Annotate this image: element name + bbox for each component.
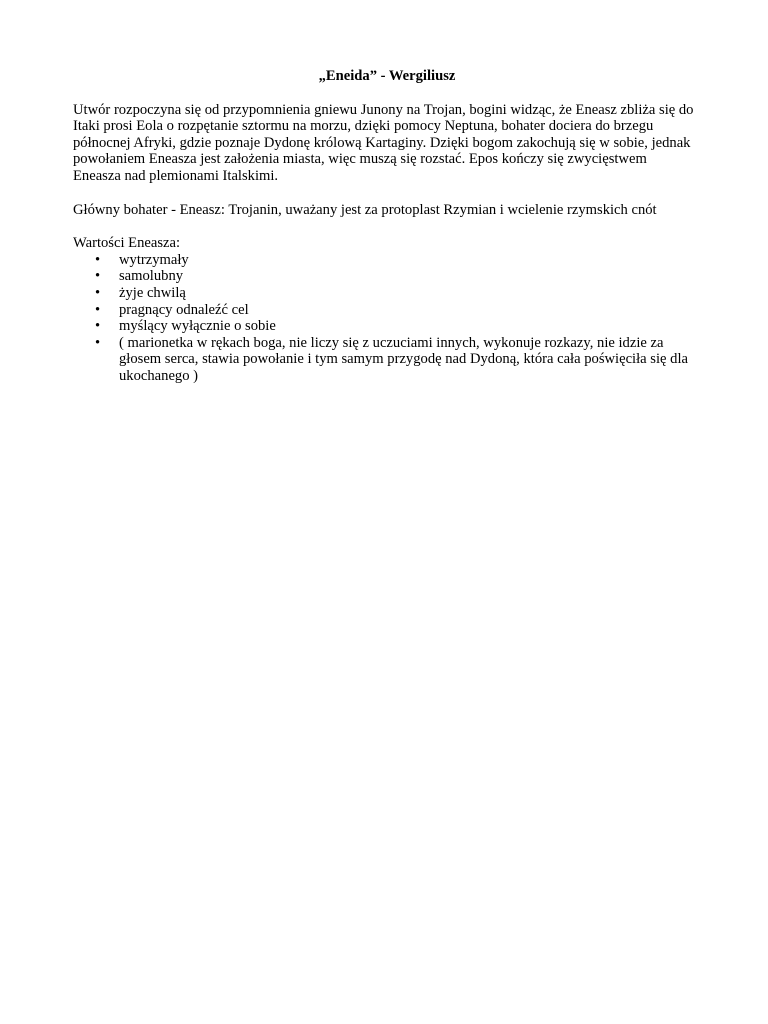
list-item <box>73 268 695 285</box>
list-item-text: wytrzymały <box>119 251 189 268</box>
bullet-icon: • <box>95 301 101 318</box>
bullet-icon: • <box>95 334 101 351</box>
bullet-icon: • <box>95 284 101 301</box>
bullet-icon: • <box>95 318 101 335</box>
document-body <box>73 68 695 385</box>
values-heading: Wartości Eneasza: <box>73 235 181 252</box>
list-item-text: żyje chwilą <box>119 284 186 301</box>
list-item-text: samolubny <box>119 268 184 285</box>
list-item <box>73 318 695 335</box>
list-item <box>73 285 695 302</box>
list-item-text: pragnący odnaleźć cel <box>119 301 249 318</box>
values-list <box>73 252 695 385</box>
bullet-icon: • <box>95 268 101 285</box>
bullet-icon: • <box>95 251 101 268</box>
list-item <box>73 302 695 319</box>
list-item <box>73 252 695 269</box>
main-hero-paragraph: Główny bohater - Eneasz: Trojanin, uważany jest za protoplast Rzymian i wcielenie rzymskich cnót <box>73 201 657 218</box>
list-item-text: ( marionetka w rękach boga, nie liczy się z uczuciami innych, wykonuje rozkazy, nie idzie za głosem serca, stawia powołanie i tym samym przygodę nad Dydoną, która cała poświęciła się dla ukochanego ) <box>119 334 688 384</box>
list-item <box>73 335 695 385</box>
list-item-text: myślący wyłącznie o sobie <box>119 318 276 335</box>
summary-paragraph: Utwór rozpoczyna się od przypomnienia gniewu Junony na Trojan, bogini widząc, że Eneasz zbliża się do Itaki prosi Eola o rozpętanie sztormu na morzu, dzięki pomocy Neptuna, bohater dociera do brzegu północnej Afryki, gdzie poznaje Dydonę królową Kartaginy. Dzięki bogom zakochują się w sobie, jednak powołaniem Eneasza jest założenia miasta, więc muszą się rozstać. Epos kończy się zwycięstwem Eneasza nad plemionami Italskimi. <box>73 101 694 184</box>
document-title: „Eneida” - Wergiliusz <box>318 68 456 84</box>
